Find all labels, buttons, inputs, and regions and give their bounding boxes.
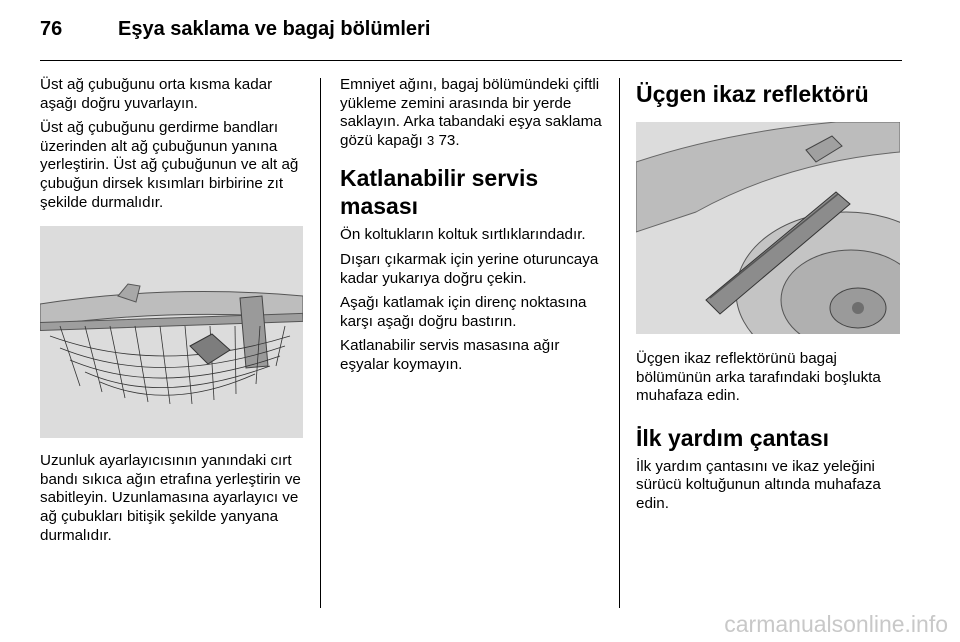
column-divider-2 <box>619 78 620 608</box>
page-title: Eşya saklama ve bagaj bölümleri <box>118 18 431 40</box>
safety-net-illustration <box>40 226 303 438</box>
page-number: 76 <box>40 18 63 40</box>
paragraph: Aşağı katlamak için direnç noktasına karşı aşağı doğru bastırın. <box>340 294 587 330</box>
warning-triangle-illustration <box>636 122 900 334</box>
paragraph: Üst ağ çubuğunu orta kısma kadar aşağı doğru yuvarlayın. <box>40 76 273 112</box>
paragraph: Uzunluk ayarlayıcısının yanındaki cırt bandı sıkıca ağın etrafına yerleştirin ve sabitleyin. Uzunlamasına ayarlayıcı ve ağ çubukları bitişik şekilde yanyana durmalıdır. <box>40 452 301 544</box>
section-heading: İlk yardım çantası <box>636 424 830 451</box>
watermark: carmanualsonline.info <box>724 611 948 637</box>
column-2 <box>340 76 606 381</box>
paragraph: İlk yardım çantasını ve ikaz yeleğini sürücü koltuğunun altında muhafaza edin. <box>636 457 881 512</box>
page-reference[interactable]: 73. <box>438 131 460 149</box>
page-reference-icon: 3 <box>426 132 435 148</box>
paragraph: Üst ağ çubuğunu gerdirme bandları üzerinden alt ağ çubuğunun yanına yerleştirin. Üst ağ çubuğunun ve alt ağ çubuğun dirsek kısımları birbirine zıt şekilde durmalıdır. <box>40 119 299 211</box>
header-rule <box>40 60 902 61</box>
paragraph: Katlanabilir servis masasına ağır eşyalar koymayın. <box>340 337 560 373</box>
paragraph-text: Emniyet ağını, bagaj bölümündeki çiftli yükleme zemini arasında bir yerde saklayın. Arka tabandaki eşya saklama gözü kapağı <box>340 76 602 149</box>
page-header <box>40 18 902 48</box>
column-3 <box>636 76 900 520</box>
column-divider-1 <box>320 78 321 608</box>
section-heading: Katlanabilir servis masası <box>340 165 539 220</box>
section-heading: Üçgen ikaz reflektörü <box>636 81 869 107</box>
column-1 <box>40 76 306 551</box>
paragraph: Ön koltukların koltuk sırtlıklarındadır. <box>340 226 586 244</box>
paragraph: Üçgen ikaz reflektörünü bagaj bölümünün arka tarafındaki boşlukta muhafaza edin. <box>636 350 881 405</box>
paragraph: Dışarı çıkarmak için yerine oturuncaya kadar yukarıya doğru çekin. <box>340 250 599 287</box>
paragraph <box>340 76 606 150</box>
